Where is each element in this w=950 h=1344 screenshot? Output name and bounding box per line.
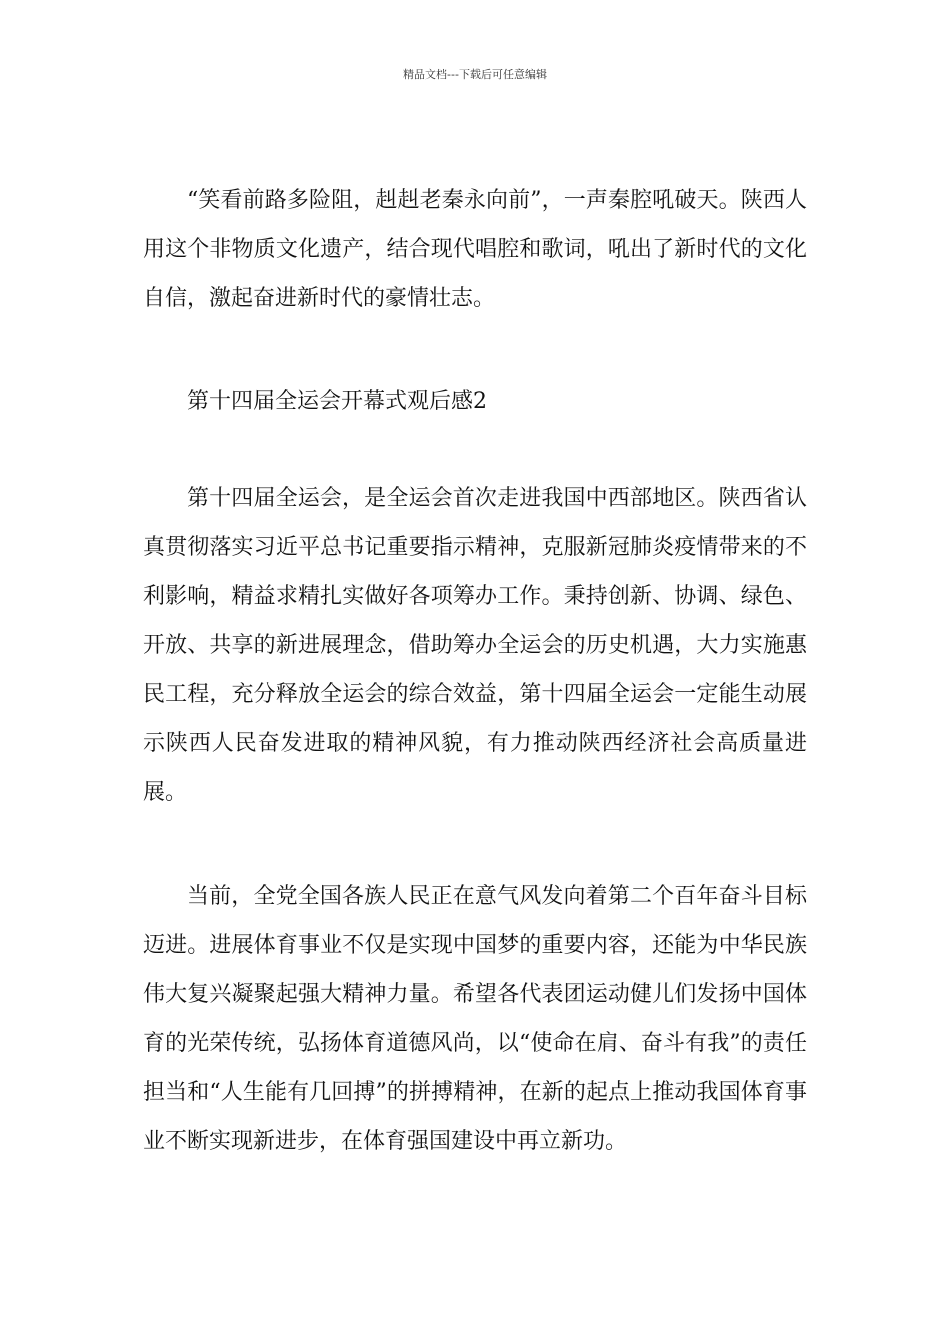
- section-heading: 第十四届全运会开幕式观后感2: [187, 389, 487, 414]
- paragraph-national-games: 第十四届全运会，是全运会首次走进我国中西部地区。陕西省认真贯彻落实习近平总书记重要指示精神，克服新冠肺炎疫情带来的不利影响，精益求精扎实做好各项筹办工作。秉持创新、协调、绿色、开放、共享的新进展理念，借助筹办全运会的历史机遇，大力实施惠民工程，充分释放全运会的综合效益，第十四届全运会一定能生动展示陕西人民奋发进取的精神风貌，有力推动陕西经济社会高质量进展。: [143, 486, 807, 805]
- page-header: 精品文档---下载后可任意编辑: [403, 68, 547, 81]
- paragraph-sports-development: 当前，全党全国各族人民正在意气风发向着第二个百年奋斗目标迈进。进展体育事业不仅是实现中国梦的重要内容，还能为中华民族伟大复兴凝聚起强大精神力量。希望各代表团运动健儿们发扬中国体育的光荣传统，弘扬体育道德风尚，以“使命在肩、奋斗有我”的责任担当和“人生能有几回搏”的拼搏精神，在新的起点上推动我国体育事业不断实现新进步，在体育强国建设中再立新功。: [143, 884, 807, 1154]
- paragraph-qinqiang: “笑看前路多险阻，赳赳老秦永向前”，一声秦腔吼破天。陕西人用这个非物质文化遗产，结合现代唱腔和歌词，吼出了新时代的文化自信，激起奋进新时代的豪情壮志。: [143, 188, 807, 311]
